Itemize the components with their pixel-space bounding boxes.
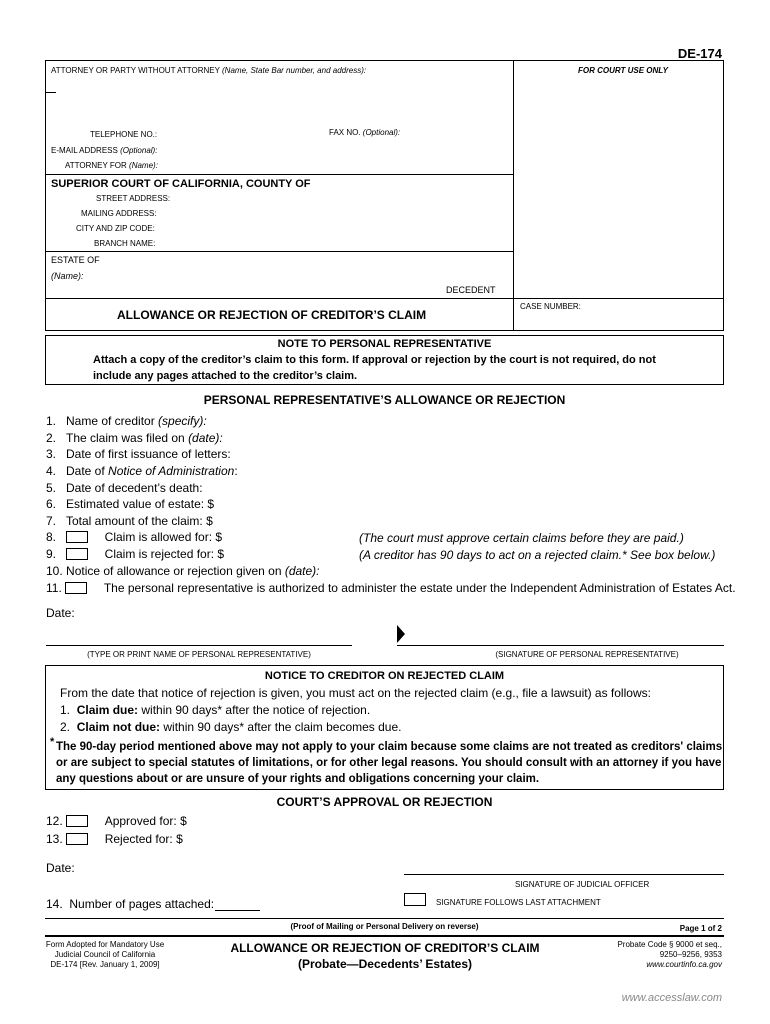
judicial-signature-label: SIGNATURE OF JUDICIAL OFFICER: [515, 880, 650, 889]
court-title: SUPERIOR COURT OF CALIFORNIA, COUNTY OF: [51, 178, 311, 190]
item-10: 10. Notice of allowance or rejection given on (date):: [46, 564, 320, 578]
item-8-note: (The court must approve certain claims before they are paid.): [359, 531, 684, 545]
note-line-2: include any pages attached to the creditor’s claim.: [93, 370, 358, 382]
form-title: ALLOWANCE OR REJECTION OF CREDITOR’S CLAIM: [117, 308, 427, 322]
mailing-label: MAILING ADDRESS:: [81, 209, 157, 218]
pr-date-label: Date:: [46, 606, 75, 620]
branch-label: BRANCH NAME:: [94, 239, 156, 248]
sig-follows-label: SIGNATURE FOLLOWS LAST ATTACHMENT: [436, 898, 601, 907]
page-number: Page 1 of 2: [679, 924, 722, 933]
warning-line-1: The 90-day period mentioned above may not apply to your claim because some claims are not treated as creditors' claims: [56, 741, 723, 753]
warning-line-3: any questions about or are unsure of your rights and obligations concerning your claim.: [56, 773, 540, 785]
item-1: 1. Name of creditor (specify):: [46, 414, 207, 428]
creditor-item-2: 2. Claim not due: within 90 days* after the claim becomes due.: [60, 720, 402, 734]
approved-checkbox[interactable]: [66, 815, 88, 827]
court-use-label: FOR COURT USE ONLY: [578, 66, 668, 75]
name-hint: (Name):: [51, 271, 84, 281]
iaea-checkbox[interactable]: [65, 582, 87, 594]
item-12: 12. Approved for: $: [46, 814, 187, 828]
creditor-notice-intro: From the date that notice of rejection is given, you must act on the rejected claim (e.g., file a lawsuit) as follows:: [60, 686, 651, 700]
item-2: 2. The claim was filed on (date):: [46, 431, 223, 445]
item-14: 14. Number of pages attached:: [46, 897, 215, 911]
form-id: DE-174: [677, 46, 722, 61]
allowed-checkbox[interactable]: [66, 531, 88, 543]
attorney-label: ATTORNEY OR PARTY WITHOUT ATTORNEY (Name, State Bar number, and address):: [51, 66, 367, 75]
court-section-title: COURT’S APPROVAL OR REJECTION: [276, 795, 493, 809]
telephone-label: TELEPHONE NO.:: [90, 130, 158, 139]
judicial-signature-line[interactable]: [404, 874, 724, 875]
item-3: 3. Date of first issuance of letters:: [46, 447, 231, 461]
pr-section-title: PERSONAL REPRESENTATIVE’S ALLOWANCE OR REJECTION: [203, 393, 566, 407]
city-label: CITY AND ZIP CODE:: [76, 224, 155, 233]
street-label: STREET ADDRESS:: [96, 194, 171, 203]
caption-divider: [513, 60, 514, 331]
footer-title: ALLOWANCE OR REJECTION OF CREDITOR’S CLAIM (Probate—Decedents’ Estates): [230, 941, 540, 971]
item-9-note: (A creditor has 90 days to act on a rejected claim.* See box below.): [359, 548, 716, 562]
warning-line-2: or are subject to special statutes of limitations, or for other legal reasons. You should consult with an attorney if you have: [56, 757, 722, 769]
item-6: 6. Estimated value of estate: $: [46, 497, 215, 511]
item-4: 4. Date of Notice of Administration:: [46, 464, 238, 478]
case-number-label: CASE NUMBER:: [520, 302, 581, 311]
creditor-notice-title: NOTICE TO CREDITOR ON REJECTED CLAIM: [264, 670, 505, 682]
fax-label: FAX NO. (Optional):: [329, 128, 401, 137]
item-11: 11. The personal representative is authorized to administer the estate under the Independent Administration of Estates Act.: [46, 581, 736, 595]
note-title: NOTE TO PERSONAL REPRESENTATIVE: [277, 338, 492, 350]
item-9: 9. Claim is rejected for: $: [46, 547, 225, 561]
pr-name-line[interactable]: [46, 645, 352, 646]
note-line-1: Attach a copy of the creditor’s claim to this form. If approval or rejection by the court is not required, do not: [93, 354, 656, 366]
court-rejected-checkbox[interactable]: [66, 833, 88, 845]
arrow-icon: [397, 625, 405, 643]
signature-label: (SIGNATURE OF PERSONAL REPRESENTATIVE): [495, 650, 679, 659]
watermark: www.accesslaw.com: [621, 992, 722, 1004]
sig-follows-checkbox[interactable]: [404, 893, 426, 906]
footer-right: Probate Code § 9000 et seq., 9250–9256, 9353 www.courtinfo.ca.gov: [617, 940, 722, 969]
rejected-checkbox[interactable]: [66, 548, 88, 560]
decedent-label: DECEDENT: [446, 285, 496, 295]
proof-note: (Proof of Mailing or Personal Delivery on reverse): [290, 922, 479, 931]
item-13: 13. Rejected for: $: [46, 832, 183, 846]
court-date-label: Date:: [46, 861, 75, 875]
pages-attached-field[interactable]: [215, 910, 260, 911]
asterisk: *: [50, 736, 55, 748]
estate-of-label: ESTATE OF: [51, 255, 100, 265]
creditor-item-1: 1. Claim due: within 90 days* after the notice of rejection.: [60, 703, 371, 717]
item-5: 5. Date of decedent’s death:: [46, 481, 203, 495]
type-name-label: (TYPE OR PRINT NAME OF PERSONAL REPRESENTATIVE): [87, 650, 311, 659]
item-8: 8. Claim is allowed for: $: [46, 530, 223, 544]
item-7: 7. Total amount of the claim: $: [46, 514, 213, 528]
attorney-for-label: ATTORNEY FOR (Name):: [65, 161, 158, 170]
pr-signature-line[interactable]: [397, 645, 724, 646]
email-label: E-MAIL ADDRESS (Optional):: [51, 146, 158, 155]
footer-left: Form Adopted for Mandatory Use Judicial Council of California DE-174 [Rev. January 1, 2009]: [45, 940, 165, 969]
